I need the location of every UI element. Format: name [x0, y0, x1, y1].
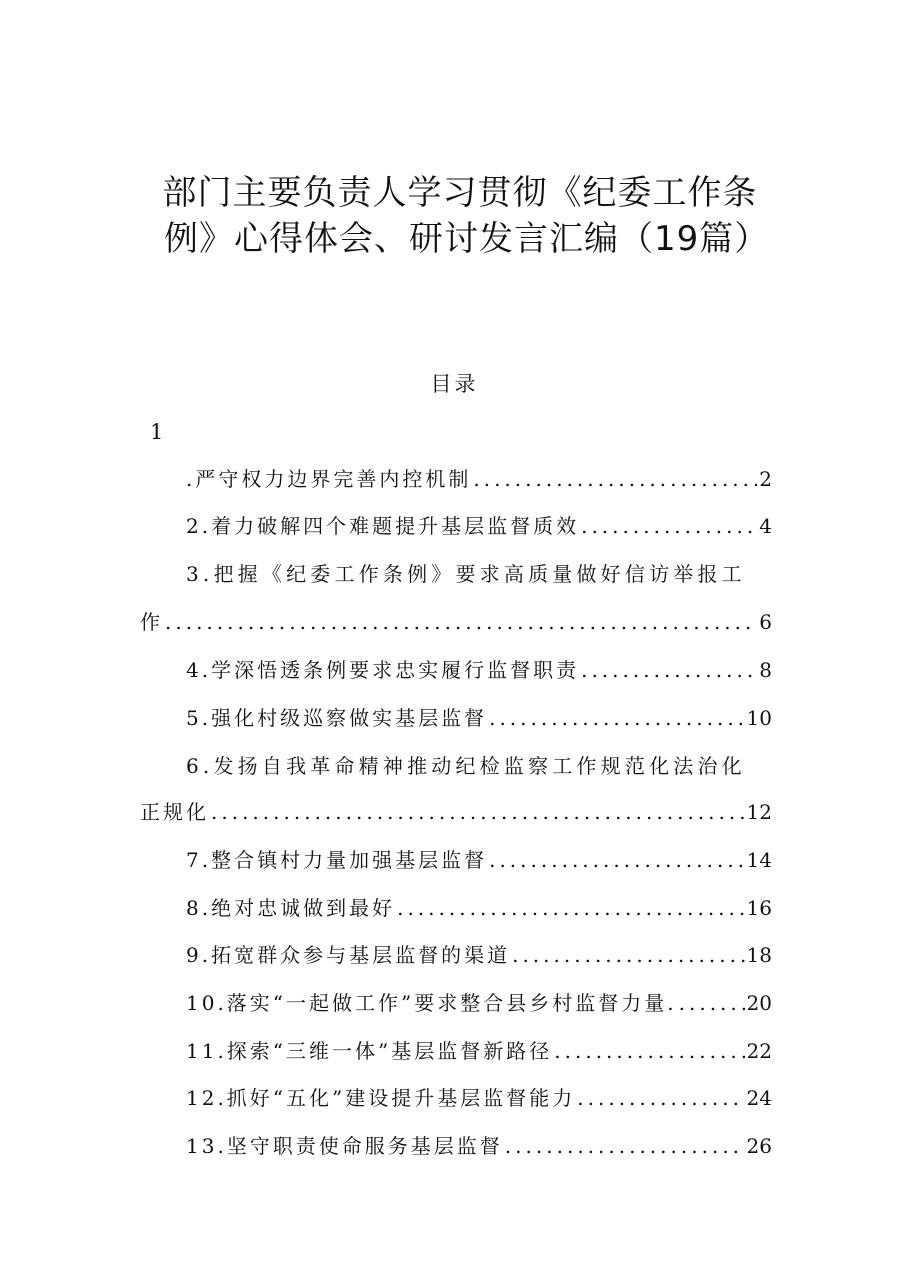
toc-entry[interactable] [186, 1036, 772, 1066]
toc-entry[interactable] [186, 988, 772, 1018]
toc-entry-title: 10.落实“一起做工作”要求整合县乡村监督力量. [186, 991, 677, 1015]
toc-entry[interactable] [186, 655, 772, 685]
toc-entry[interactable] [186, 511, 772, 541]
toc-entry-page: 12 [746, 800, 772, 824]
toc-entry[interactable] [186, 845, 772, 875]
toc-entry-title-line-1[interactable]: 3.把握《纪委工作条例》要求高质量做好信访举报工 [186, 562, 746, 586]
toc-leader-dots [165, 607, 757, 637]
toc-entry[interactable] [186, 703, 772, 733]
toc-entry-title: 4.学深悟透条例要求忠实履行监督职责 [186, 658, 580, 682]
toc-entry-page: 2 [759, 467, 772, 491]
toc-heading: 目录 [430, 372, 479, 396]
toc-leader-dots [581, 511, 757, 541]
toc-entry-page: 26 [746, 1134, 772, 1158]
toc-entry-page: 4 [759, 514, 772, 538]
toc-entry-title: .严守权力边界完善内控机制 [186, 467, 472, 491]
document-title [120, 170, 800, 262]
toc-entry-page: 16 [746, 896, 772, 920]
toc-entry-title: 11.探索“三维一体”基层监督新路径 [186, 1039, 553, 1063]
toc-entry-page: 18 [746, 943, 772, 967]
toc-entry-title-line-2: 正规化 [140, 800, 209, 824]
title-line-2: 例》心得体会、研讨发言汇编（19篇） [164, 219, 770, 259]
toc-leader-dots [211, 797, 745, 827]
toc-entry-title-line-2: 作 [140, 610, 163, 634]
toc-entry-page: 22 [746, 1039, 772, 1063]
toc-entry-page: 24 [746, 1086, 772, 1110]
toc-entry-title: 9.拓宽群众参与基层监督的渠道 [186, 943, 511, 967]
toc-entry-title: 5.强化村级巡察做实基层监督 [186, 706, 488, 730]
toc-leader-dots [505, 1131, 745, 1161]
toc-entry-title: 13.坚守职责使命服务基层监督 [186, 1134, 503, 1158]
toc-entry[interactable] [186, 1131, 772, 1161]
toc-entry-page: 14 [746, 848, 772, 872]
toc-leader-dots [489, 845, 744, 875]
toc-entry-page: 6 [759, 610, 772, 634]
toc-leader-dots [554, 1036, 744, 1066]
toc-lead-number: 1 [150, 420, 164, 444]
toc-leader-dots [512, 940, 744, 970]
toc-leader-dots [577, 1083, 744, 1113]
toc-entry[interactable] [186, 464, 772, 494]
toc-entry-title: 7.整合镇村力量加强基层监督 [186, 848, 488, 872]
toc-entry-page: 10 [746, 706, 772, 730]
toc-entry[interactable] [140, 607, 772, 637]
toc-entry[interactable] [186, 893, 772, 923]
toc-entry-title-line-1[interactable]: 6.发扬自我革命精神推动纪检监察工作规范化法治化 [186, 754, 746, 778]
toc-leader-dots [581, 655, 757, 685]
toc-entry-title: 12.抓好“五化”建设提升基层监督能力 [186, 1086, 576, 1110]
toc-entry-page: 20 [746, 991, 772, 1015]
title-line-1: 部门主要负责人学习贯彻《纪委工作条 [162, 173, 758, 213]
toc-entry-title: 2.着力破解四个难题提升基层监督质效 [186, 514, 580, 538]
toc-leader-dots [679, 988, 745, 1018]
toc-entry[interactable] [140, 797, 772, 827]
toc-leader-dots [473, 464, 757, 494]
toc-entry-title: 8.绝对忠诚做到最好 [186, 896, 396, 920]
toc-entry[interactable] [186, 940, 772, 970]
toc-entry-page: 8 [759, 658, 772, 682]
toc-leader-dots [397, 893, 744, 923]
toc-entry[interactable] [186, 1083, 772, 1113]
toc-leader-dots [489, 703, 744, 733]
